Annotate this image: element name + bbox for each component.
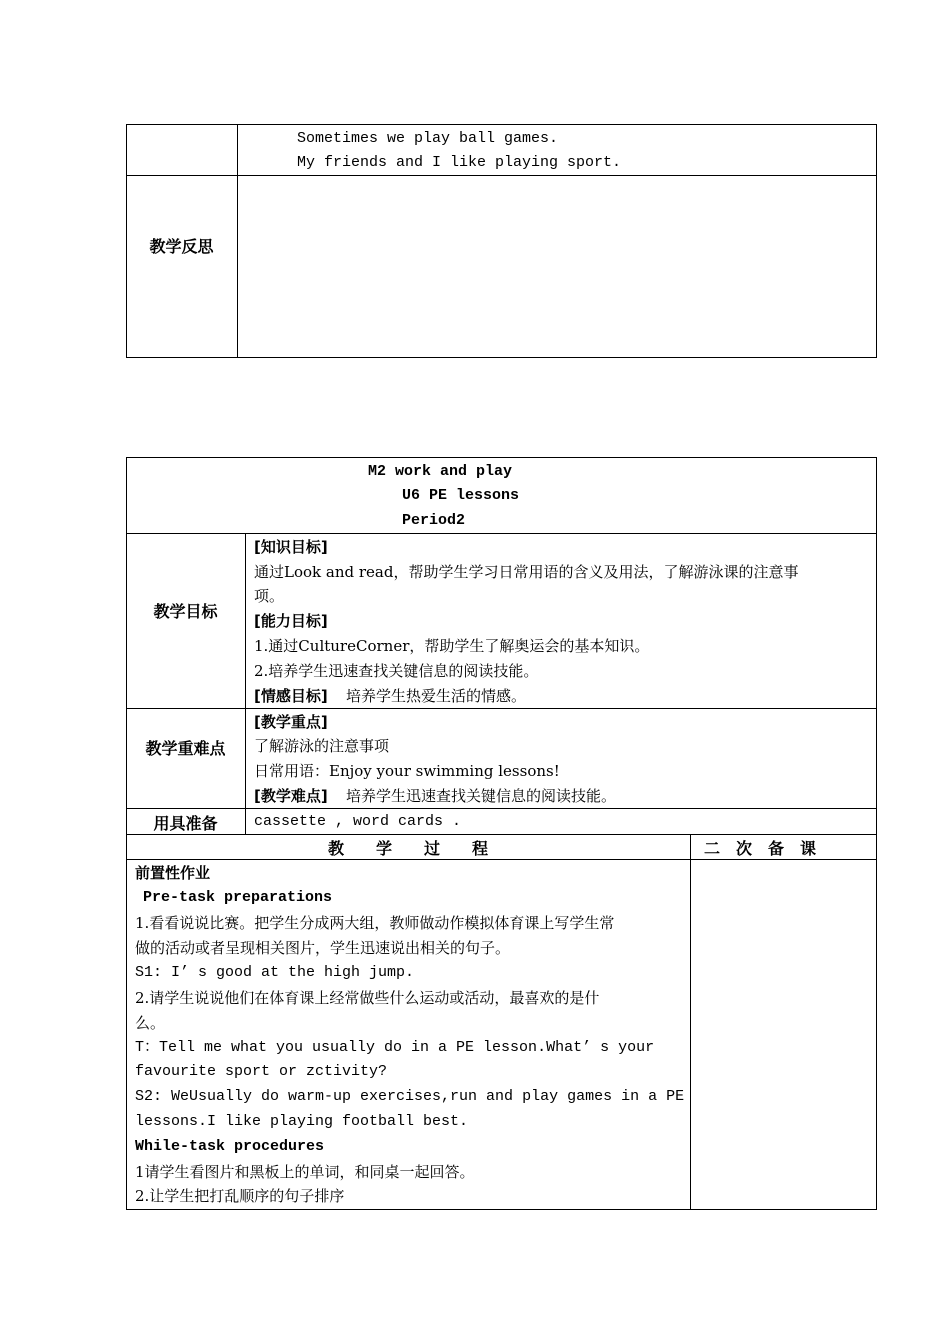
process-line-12: While-task procedures [135, 1138, 325, 1155]
module-title: M2 work and play [368, 463, 513, 480]
process-line-11: lessons.I like playing football best. [135, 1113, 469, 1130]
second-prep-header: 二 次 备 课 [703, 839, 816, 858]
process-line-1: 前置性作业 [135, 864, 211, 882]
ability-goal-title: [能力目标] [254, 612, 328, 630]
process-line-3: 1.看看说说比赛。把学生分成两大组，教师做动作模拟体育课上写学生常 [135, 914, 615, 932]
difficulty-title: [教学难点] [254, 787, 328, 805]
focus-item: 日常用语：Enjoy your swimming lessons! [254, 762, 560, 780]
goals-label: 教学目标 [153, 602, 218, 621]
process-line-7: 么。 [135, 1014, 166, 1032]
knowledge-goal-title: [知识目标] [254, 538, 328, 556]
process-line-13: 1请学生看图片和黑板上的单词，和同桌一起回答。 [135, 1163, 475, 1181]
focus-title: [教学重点] [254, 713, 328, 731]
process-header: 教 学 过 程 [327, 839, 488, 858]
knowledge-goal-text: 通过Look and read，帮助学生学习日常用语的含义及用法，了解游泳课的注意事 [254, 563, 799, 581]
process-line-8: T：Tell me what you usually do in a PE lesson.What’ s your [135, 1039, 655, 1056]
reflection-label: 教学反思 [149, 237, 214, 256]
key-divider [126, 808, 877, 809]
sentence-line: Sometimes we play ball games. [297, 130, 559, 147]
ability-goal-item: 2.培养学生迅速查找关键信息的阅读技能。 [254, 662, 539, 680]
unit-title: U6 PE lessons [402, 487, 520, 504]
table1-row-divider [126, 175, 877, 176]
key-points-label: 教学重难点 [145, 739, 226, 758]
process-line-14: 2.让学生把打乱顺序的句子排序 [135, 1187, 345, 1205]
process-line-5: S1: I’ s good at the high jump. [135, 964, 415, 981]
goals-divider [126, 708, 877, 709]
process-line-10: S2: WeUsually do warm-up exercises,run and play games in a PE [135, 1088, 685, 1105]
second-prep-column-divider [690, 834, 691, 1210]
emotion-goal-text: 培养学生热爱生活的情感。 [346, 687, 527, 705]
process-line-6: 2.请学生说说他们在体育课上经常做些什么运动或活动，最喜欢的是什 [135, 989, 600, 1007]
process-line-9: favourite sport or zctivity? [135, 1063, 388, 1080]
difficulty-text: 培养学生迅速查找关键信息的阅读技能。 [346, 787, 617, 805]
process-line-2: Pre-task preparations [143, 889, 333, 906]
label-column-divider [245, 533, 246, 834]
emotion-goal-title: [情感目标] [254, 687, 328, 705]
process-line-4: 做的活动或者呈现相关图片，学生迅速说出相关的句子。 [135, 939, 511, 957]
period-title: Period2 [402, 512, 466, 529]
sentence-line: My friends and I like playing sport. [297, 154, 622, 171]
focus-item: 了解游泳的注意事项 [254, 737, 390, 755]
ability-goal-item: 1.通过CultureCorner，帮助学生了解奥运会的基本知识。 [254, 637, 650, 655]
tools-divider [126, 834, 877, 835]
table1-column-divider [237, 124, 238, 358]
tools-text: cassette , word cards . [254, 813, 462, 830]
tools-label: 用具准备 [153, 814, 218, 833]
knowledge-goal-text-cont: 项。 [254, 587, 285, 605]
process-header-divider [126, 859, 877, 860]
header-divider [126, 533, 877, 534]
